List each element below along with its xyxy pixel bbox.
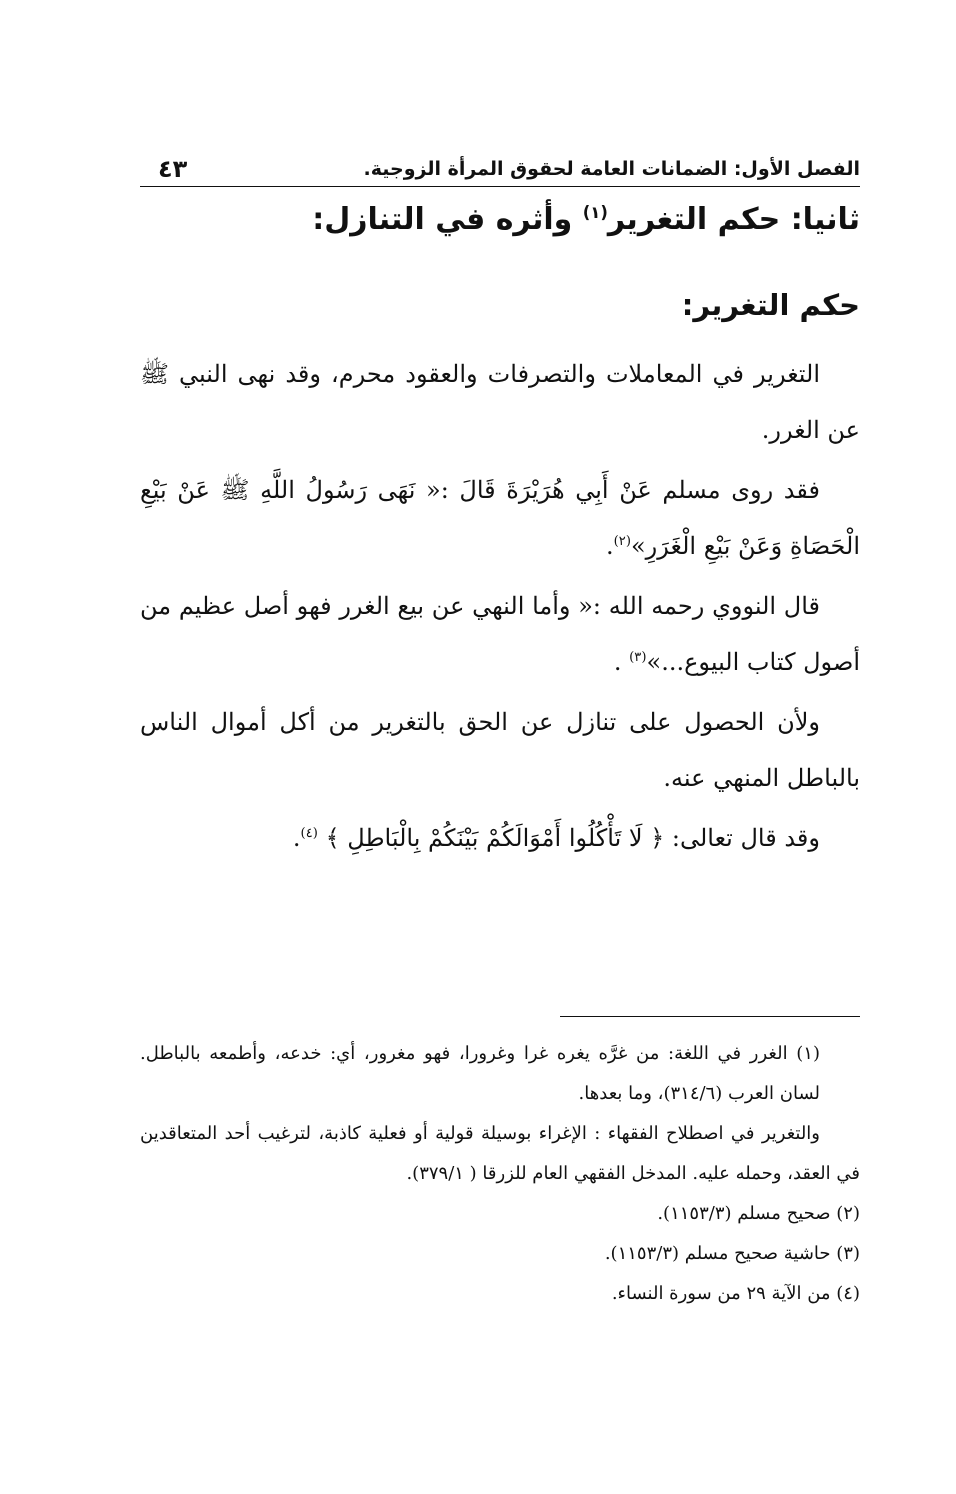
body-text: [140, 346, 860, 870]
footnote-ref-1: (١): [582, 203, 608, 222]
paragraph-text: فقد روى مسلم عَنْ أَبِي هُرَيْرَةَ قَالَ :« نَهَى رَسُولُ اللَّهِ ﷺ عَنْ بَيْعِ الْحَصَاةِ وَعَنْ بَيْعِ الْغَرَرِ»: [140, 476, 860, 560]
footnote-2: [140, 1194, 860, 1234]
paragraph-text: ولأن الحصول على تنازل عن الحق بالتغرير من أكل أموال الناس بالباطل المنهي عنه.: [140, 708, 860, 792]
running-head: [140, 155, 860, 188]
footnote-1: [140, 1034, 860, 1114]
paragraph: [140, 694, 860, 806]
footnote-ref-2: (٢): [613, 534, 631, 549]
footnote-text: (٢) صحيح مسلم (١١٥٣/٣).: [657, 1203, 860, 1224]
footnote-ref-3: (٣): [629, 650, 647, 665]
paragraph-tail: .: [613, 648, 630, 676]
section-heading-text: ثانيا: حكم التغرير: [607, 202, 860, 237]
footnote-3: [140, 1234, 860, 1274]
section-heading: [312, 202, 860, 237]
paragraph-text: قال النووي رحمه الله :« وأما النهي عن بيع الغرر فهو أصل عظيم من أصول كتاب البيوع...»: [140, 592, 860, 676]
footnote-text: والتغرير في اصطلاح الفقهاء : الإغراء بوسيلة قولية أو فعلية كاذبة، لترغيب أحد المتعاقدين في العقد، وحمله عليه. المدخل الفقهي العام للزرقا ( ٣٧٩/١).: [140, 1123, 860, 1184]
paragraph: [140, 346, 860, 458]
paragraph-tail: .: [605, 532, 614, 560]
footnotes: [140, 1034, 860, 1314]
paragraph-text: وقد قال تعالى: ﴿ لَا تَأْكُلُوا أَمْوَالَكُمْ بَيْنَكُمْ بِالْبَاطِلِ ﴾: [317, 824, 820, 852]
paragraph-tail: .: [292, 824, 301, 852]
paragraph: [140, 810, 860, 866]
footnote-text: (١) الغرر في اللغة: من غرَّه يغره غرا وغرورا، فهو مغرور، أي: خدعه، وأطمعه بالباطل. لسان العرب (٣١٤/٦)، وما بعدها.: [140, 1043, 820, 1104]
footnote-rule: [560, 1016, 860, 1017]
paragraph: [140, 462, 860, 574]
footnote-4: [140, 1274, 860, 1314]
footnote-ref-4: (٤): [300, 826, 318, 841]
footnote-1-continued: [140, 1114, 860, 1194]
section-heading-text-end: وأثره في التنازل:: [312, 202, 583, 237]
sub-heading: حكم التغرير:: [681, 288, 860, 322]
footnote-text: (٤) من الآية ٢٩ من سورة النساء.: [611, 1283, 860, 1304]
paragraph: [140, 578, 860, 690]
paragraph-text: التغرير في المعاملات والتصرفات والعقود محرم، وقد نهى النبي ﷺ عن الغرر.: [140, 360, 860, 444]
page-number: ٤٣: [158, 155, 188, 183]
book-page: [140, 150, 860, 1360]
footnote-text: (٣) حاشية صحيح مسلم (١١٥٣/٣).: [604, 1243, 860, 1264]
header-rule: [140, 186, 860, 187]
chapter-title: الفصل الأول: الضمانات العامة لحقوق المرأة الزوجية.: [363, 158, 860, 180]
